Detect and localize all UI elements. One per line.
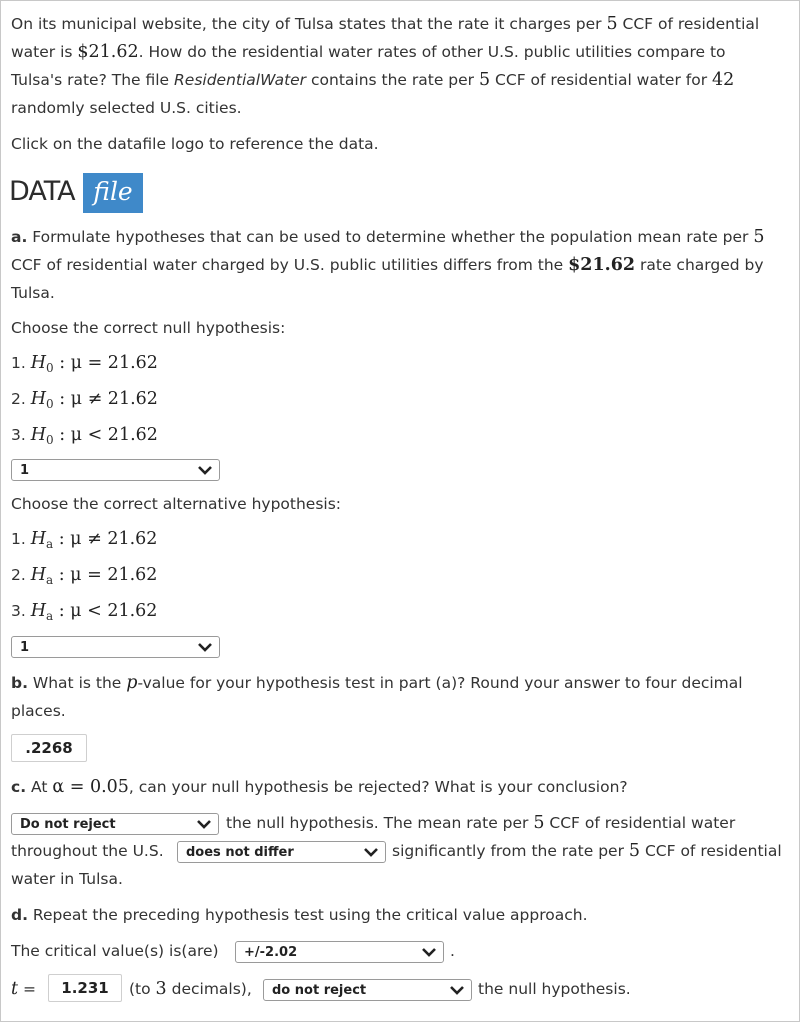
- intro-line-3: Tulsa's rate? The file ResidentialWater contains the rate per 5 CCF of residential water for 42: [11, 70, 735, 90]
- null-option-3: 3. $H_0$ : μ < 21.62: [11, 425, 158, 447]
- critical-value-prompt: The critical value(s) is(are): [11, 942, 219, 960]
- part-b-line-1: b. What is the p-value for your hypothesis test in part (a)? Round your answer to four decimal: [11, 673, 743, 693]
- critical-value-select[interactable]: [235, 941, 444, 963]
- critical-decision-select[interactable]: [263, 979, 472, 1001]
- part-c-conclusion-2a: throughout the U.S.: [11, 842, 164, 860]
- part-c-line-1: c. At α = 0.05, can your null hypothesis be rejected? What is your conclusion?: [11, 777, 628, 797]
- part-d-line-1: d. Repeat the preceding hypothesis test using the critical value approach.: [11, 906, 588, 924]
- reject-decision-select-value: Do not reject: [20, 817, 116, 832]
- intro-line-2: water is $21.62. How do the residential water rates of other U.S. public utilities compare to: [11, 42, 726, 62]
- part-c-conclusion-2b: significantly from the rate per 5 CCF of residential: [392, 841, 782, 861]
- part-a-line-1: a. Formulate hypotheses that can be used to determine whether the population mean rate per 5: [11, 227, 765, 247]
- part-a-line-3: Tulsa.: [11, 284, 55, 302]
- null-option-2: 2. $H_0$ : μ ≠ 21.62: [11, 389, 158, 411]
- part-b-line-2: places.: [11, 702, 66, 720]
- part-a-line-2: CCF of residential water charged by U.S. public utilities differs from the $21.62 rate charged by: [11, 255, 764, 275]
- alt-option-3: 3. $H_a$ : μ < 21.62: [11, 601, 158, 623]
- chevron-down-icon: [421, 946, 437, 958]
- t-statistic-input[interactable]: 1.231: [48, 974, 122, 1002]
- chevron-down-icon: [363, 846, 379, 858]
- t-statistic-label: t =: [11, 979, 36, 999]
- intro-line-4: randomly selected U.S. cities.: [11, 99, 242, 117]
- alt-hypothesis-select-value: 1: [20, 640, 30, 655]
- critical-value-period: .: [450, 942, 455, 960]
- datafile-instruction: Click on the datafile logo to reference the data.: [11, 135, 379, 153]
- differ-decision-select-value: does not differ: [186, 845, 294, 860]
- alt-hypothesis-prompt: Choose the correct alternative hypothesis:: [11, 495, 342, 513]
- critical-decision-select-value: do not reject: [272, 983, 367, 998]
- alt-option-2: 2. $H_a$ : μ = 21.62: [11, 565, 158, 587]
- chevron-down-icon: [197, 641, 213, 653]
- chevron-down-icon: [197, 464, 213, 476]
- decimals-note: (to 3 decimals),: [129, 979, 252, 999]
- reject-decision-select[interactable]: [11, 813, 219, 835]
- null-hypothesis-prompt: Choose the correct null hypothesis:: [11, 319, 286, 337]
- intro-line-1: On its municipal website, the city of Tulsa states that the rate it charges per 5 CCF of residential: [11, 14, 760, 34]
- critical-conclusion-text: the null hypothesis.: [478, 980, 631, 998]
- alt-hypothesis-select[interactable]: [11, 636, 220, 658]
- alt-option-1: 1. $H_a$ : μ ≠ 21.62: [11, 529, 158, 551]
- datafile-logo-data-text: DATA: [9, 176, 75, 207]
- datafile-logo[interactable]: [9, 172, 139, 214]
- part-c-conclusion-1: the null hypothesis. The mean rate per 5 CCF of residential water: [226, 813, 736, 833]
- null-hypothesis-select-value: 1: [20, 463, 30, 478]
- chevron-down-icon: [196, 818, 212, 830]
- differ-decision-select[interactable]: [177, 841, 386, 863]
- part-c-conclusion-3: water in Tulsa.: [11, 870, 123, 888]
- null-hypothesis-select[interactable]: [11, 459, 220, 481]
- critical-value-select-value: +/-2.02: [244, 945, 298, 960]
- p-value-input[interactable]: .2268: [11, 734, 87, 762]
- datafile-logo-file-text: file: [83, 173, 143, 213]
- chevron-down-icon: [449, 984, 465, 996]
- null-option-1: 1. $H_0$ : μ = 21.62: [11, 353, 158, 375]
